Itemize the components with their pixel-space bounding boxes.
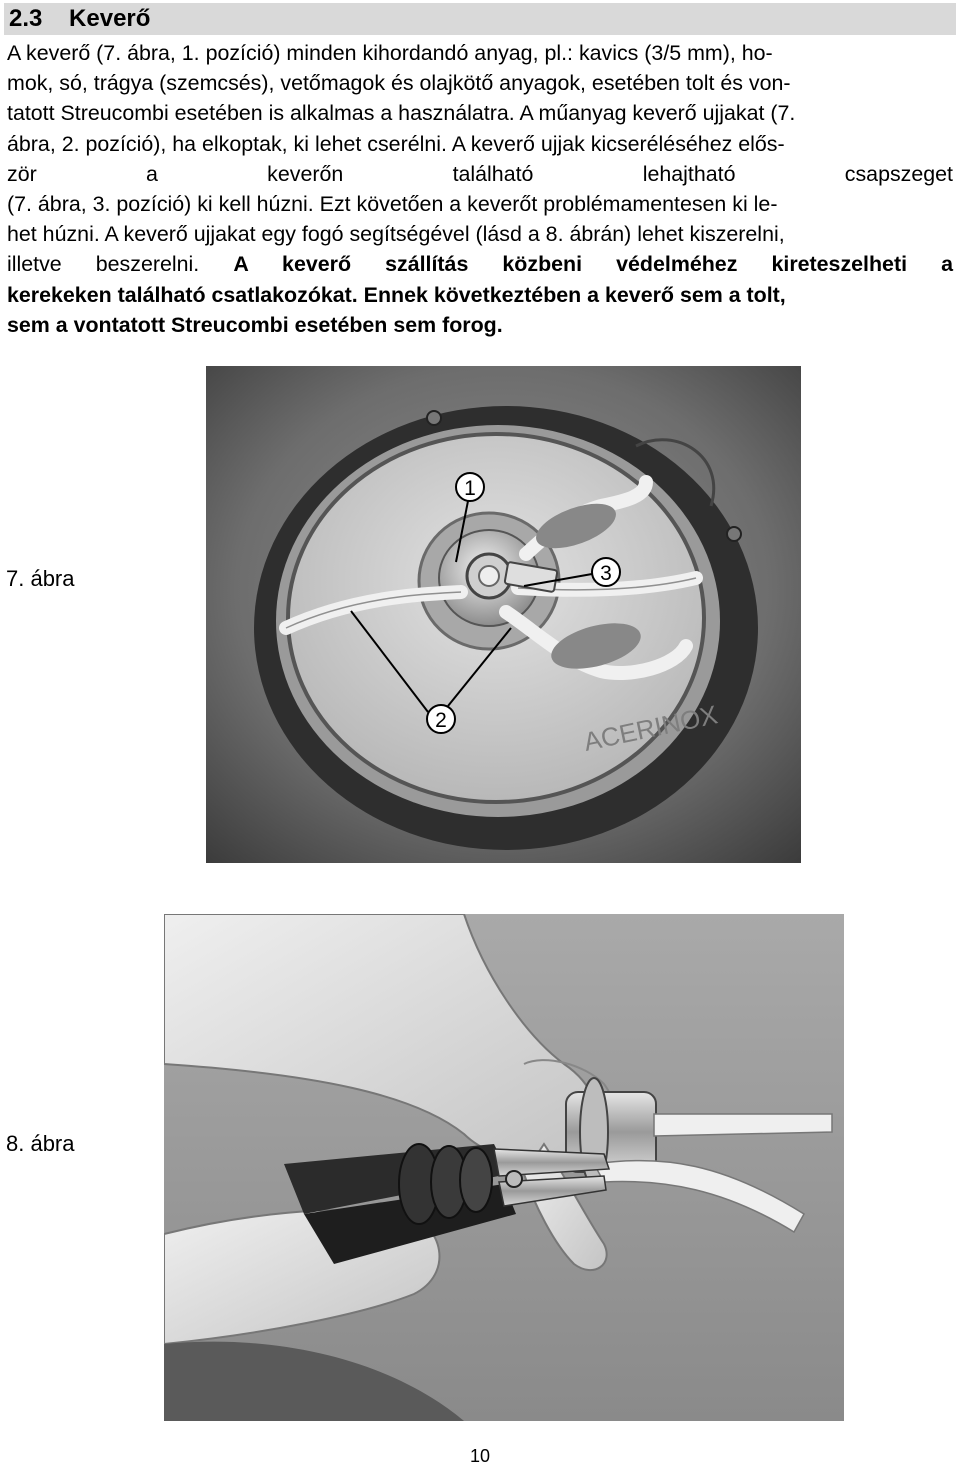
callout-3-text: 3 [600, 562, 612, 585]
text-line-mixed [7, 249, 953, 279]
bold-text-line: sem a vontatott Streucombi esetében sem forog. [7, 312, 503, 337]
section-title: Keverő [69, 5, 151, 32]
text-line: (7. ábra, 3. pozíció) ki kell húzni. Ezt követően a keverőt problémamentesen ki le- [7, 191, 778, 216]
figure-8-photo [164, 914, 844, 1421]
callout-1-text: 1 [464, 477, 476, 500]
text-line: zör a keverőn található lehajtható csapszeget [7, 161, 953, 186]
callout-2-text: 2 [435, 709, 447, 732]
text-line: het húzni. A keverő ujjakat egy fogó segítségével (lásd a 8. ábrán) lehet kiszerelni, [7, 222, 785, 247]
text-line: mok, só, trágya (szemcsés), vetőmagok és olajkötő anyagok, esetében tolt és von- [7, 71, 791, 96]
text-line: tatott Streucombi esetében is alkalmas a használatra. A műanyag keverő ujjakat (7. [7, 101, 796, 126]
bold-text-line: kerekeken található csatlakozókat. Ennek következtében a keverő sem a tolt, [7, 282, 786, 307]
section-number: 2.3 [9, 5, 43, 32]
section-heading [9, 3, 150, 35]
bold-text-segment: A keverő szállítás közbeni védelméhez kireteszelheti a [233, 252, 953, 277]
mixer-illustration [206, 366, 801, 863]
figure-7-label: 7. ábra [6, 566, 75, 591]
page-number: 10 [469, 1446, 491, 1466]
body-paragraph [7, 38, 953, 340]
figure-8-label: 8. ábra [6, 1131, 75, 1156]
text-segment: illetve beszerelni. [7, 252, 200, 277]
pliers-illustration [164, 914, 844, 1421]
figure-7-photo [206, 366, 801, 863]
text-line: ábra, 2. pozíció), ha elkoptak, ki lehet cserélni. A keverő ujjak kicseréléséhez elős- [7, 131, 785, 156]
acerinox-embossed-text: ACERINOX [581, 699, 721, 757]
text-line: A keverő (7. ábra, 1. pozíció) minden kihordandó anyag, pl.: kavics (3/5 mm), ho- [7, 41, 773, 65]
